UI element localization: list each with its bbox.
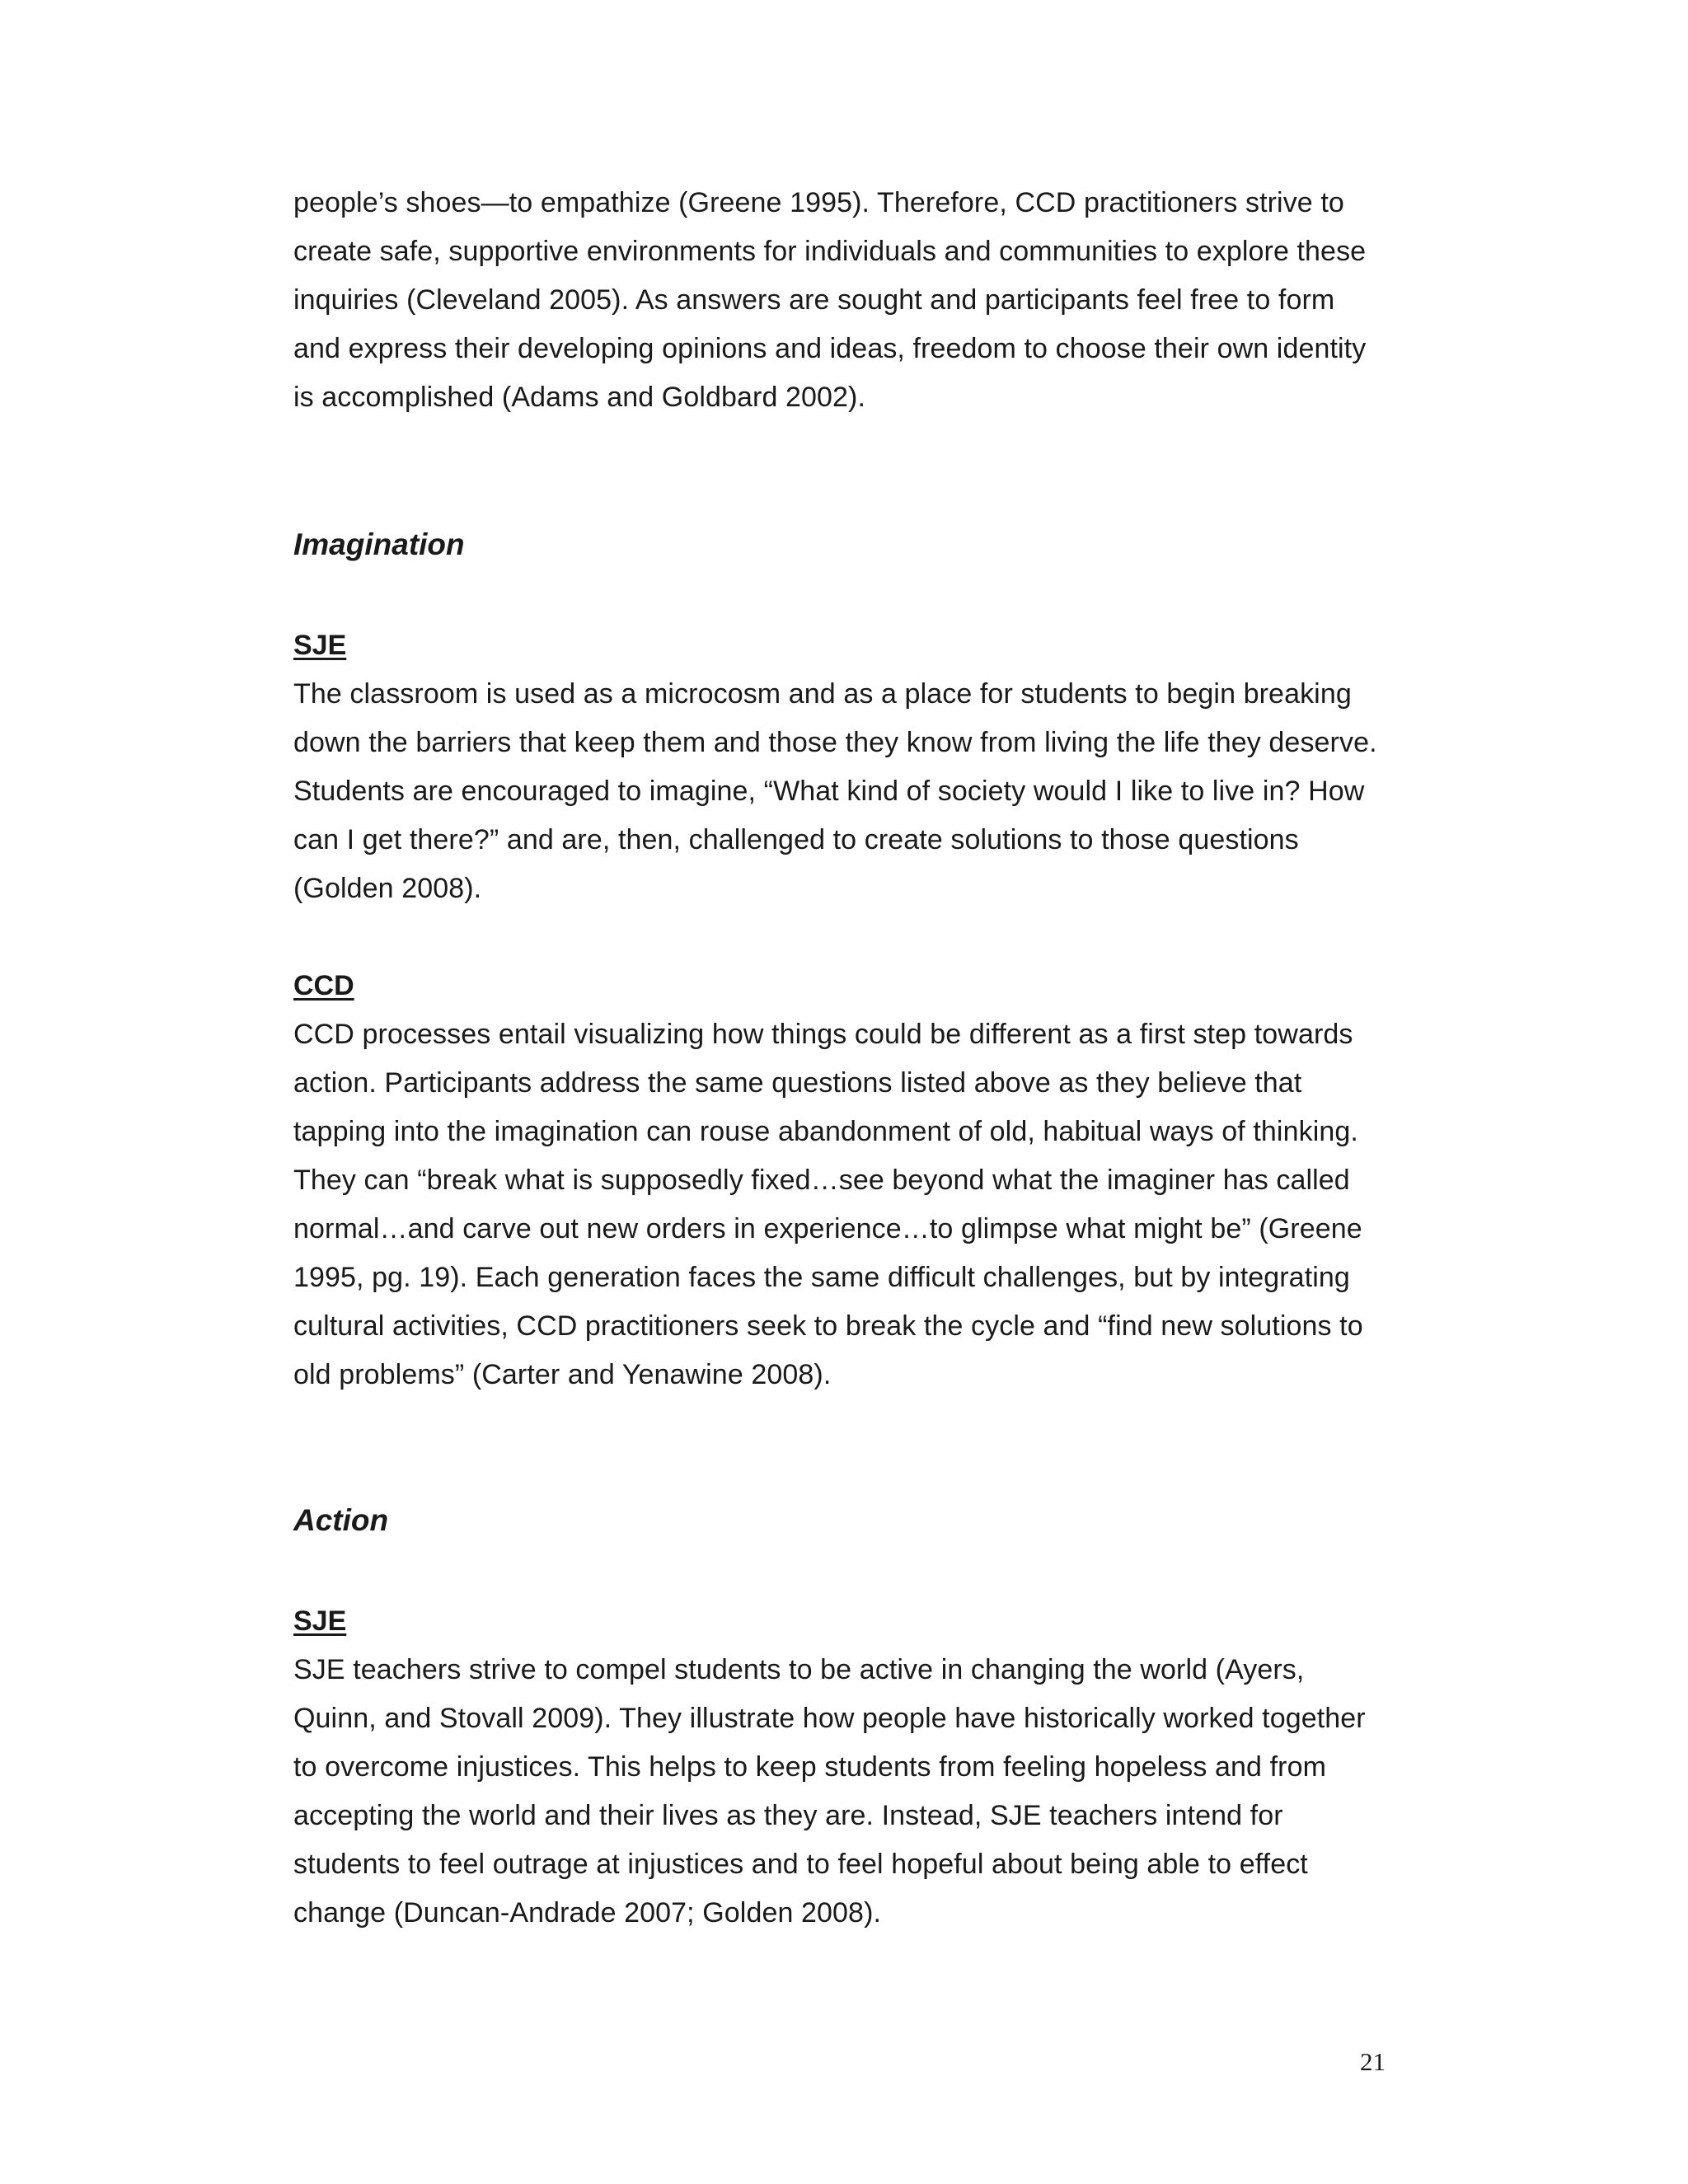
paragraph-line: and express their developing opinions and ideas, freedom to choose their own identity (293, 333, 1367, 364)
paragraph-line: SJE teachers strive to compel students to be active in changing the world (Ayers, (293, 1654, 1305, 1685)
subheading-sje: SJE (293, 1605, 347, 1637)
section-heading-imagination: Imagination (293, 527, 465, 561)
paragraph-line: inquiries (Cleveland 2005). As answers are sought and participants feel free to form (293, 284, 1335, 316)
paragraph-line: normal…and carve out new orders in experience…to glimpse what might be” (Greene (293, 1213, 1362, 1244)
page-number: 21 (1360, 2047, 1386, 2076)
paragraph-line: CCD processes entail visualizing how things could be different as a first step towards (293, 1019, 1353, 1050)
paragraph-line: accepting the world and their lives as they are. Instead, SJE teachers intend for (293, 1800, 1283, 1831)
paragraph-line: They can “break what is supposedly fixed…see beyond what the imaginer has called (293, 1165, 1350, 1196)
paragraph-line: old problems” (Carter and Yenawine 2008). (293, 1359, 832, 1390)
paragraph-line: is accomplished (Adams and Goldbard 2002). (293, 382, 866, 413)
paragraph-line: to overcome injustices. This helps to keep students from feeling hopeless and from (293, 1751, 1327, 1783)
paragraph-line: people’s shoes—to empathize (Greene 1995). Therefore, CCD practitioners strive to (293, 187, 1344, 218)
paragraph-line: Quinn, and Stovall 2009). They illustrate how people have historically worked together (293, 1703, 1366, 1734)
paragraph-line: create safe, supportive environments for individuals and communities to explore these (293, 236, 1367, 267)
paragraph-line: change (Duncan-Andrade 2007; Golden 2008). (293, 1897, 882, 1929)
paragraph-line: tapping into the imagination can rouse abandonment of old, habitual ways of thinking. (293, 1116, 1358, 1147)
paragraph-line: 1995, pg. 19). Each generation faces the same difficult challenges, but by integrating (293, 1262, 1350, 1293)
section-heading-action: Action (293, 1503, 389, 1537)
paragraph-line: students to feel outrage at injustices and to feel hopeful about being able to effect (293, 1849, 1308, 1880)
paragraph-line: (Golden 2008). (293, 873, 482, 904)
subheading-sje: SJE (293, 630, 347, 661)
subheading-ccd: CCD (293, 970, 354, 1001)
paragraph-line: down the barriers that keep them and those they know from living the life they deserve. (293, 727, 1377, 758)
paragraph-line: The classroom is used as a microcosm and as a place for students to begin breaking (293, 678, 1352, 710)
paragraph-line: action. Participants address the same questions listed above as they believe that (293, 1067, 1302, 1099)
paragraph-line: cultural activities, CCD practitioners seek to break the cycle and “find new solutions to (293, 1310, 1363, 1342)
paragraph-line: Students are encouraged to imagine, “What kind of society would I like to live in? How (293, 776, 1365, 807)
paragraph-line: can I get there?” and are, then, challenged to create solutions to those questions (293, 824, 1299, 855)
